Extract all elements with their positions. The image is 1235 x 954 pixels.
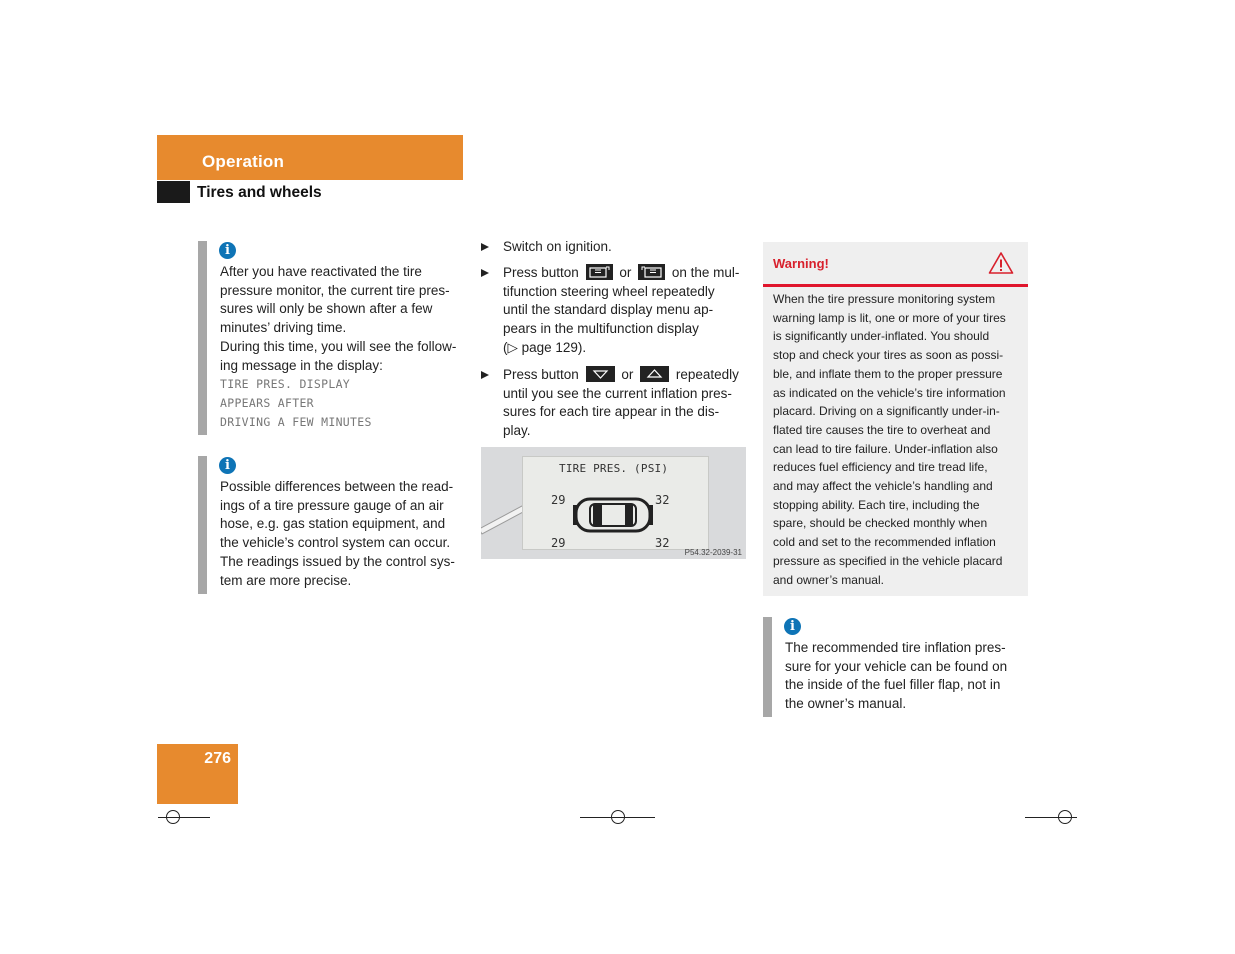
text-line: tifunction steering wheel repeatedly <box>503 283 715 299</box>
display-forward-button-icon <box>638 264 665 280</box>
crop-mark-right <box>1025 806 1077 826</box>
text-line: hose, e.g. gas station equipment, and <box>220 516 446 532</box>
rear-right-pressure: 32 <box>655 536 670 550</box>
section-title: Tires and wheels <box>197 184 322 201</box>
text-line: reduces fuel efficiency and tire tread life, <box>773 460 988 475</box>
text-line: is significantly under-inflated. You should <box>773 329 990 344</box>
lcd-title: TIRE PRES. (PSI) <box>559 462 669 475</box>
info-note-gauge-differences <box>198 456 468 594</box>
text-line: spare, should be checked monthly when <box>773 516 988 531</box>
text-line: and may affect the vehicle’s handling and <box>773 479 993 494</box>
text-line: stop and check your tires as soon as possi- <box>773 348 1004 363</box>
step-text-part: or <box>619 265 632 280</box>
crop-mark-center <box>580 806 655 826</box>
warning-box <box>763 242 1028 596</box>
page-number: 276 <box>204 750 231 767</box>
text-line: The recommended tire inflation pres- <box>785 640 1006 655</box>
front-left-pressure: 29 <box>551 493 566 507</box>
step-text-part: on the mul- <box>671 265 740 280</box>
crop-mark-left <box>158 806 210 826</box>
page-number-tab <box>157 744 238 804</box>
text-line: can lead to tire failure. Under-inflation also <box>773 441 998 456</box>
section-marker <box>157 181 190 203</box>
warning-header <box>763 242 1028 287</box>
text-line: pears in the multifunction display <box>503 321 699 337</box>
info-note-text <box>785 639 1007 714</box>
text-line: pressure as specified in the vehicle placard <box>773 553 1003 568</box>
text-line: the owner’s manual. <box>785 696 907 712</box>
text-line: placard. Driving on a significantly under-in- <box>773 404 1000 419</box>
step-text-part: or <box>621 367 634 382</box>
front-right-pressure: 32 <box>655 493 670 507</box>
info-icon: i <box>219 242 236 259</box>
rear-left-pressure: 29 <box>551 536 566 550</box>
step-text-part: repeatedly <box>675 367 739 382</box>
text-line: warning lamp is lit, one or more of your tires <box>773 310 1006 325</box>
text-line: After you have reactivated the tire <box>220 264 422 279</box>
display-message-line: TIRE PRES. DISPLAY <box>220 377 351 392</box>
info-icon: i <box>219 457 236 474</box>
tire-pressure-display-figure <box>481 447 746 559</box>
info-note-recommended-pressure <box>763 617 1033 717</box>
chapter-title: Operation <box>202 152 285 171</box>
scroll-up-button-icon <box>640 366 669 382</box>
step-text-part: Press button <box>503 367 579 382</box>
info-side-bar <box>198 456 207 594</box>
text-line: ing message in the display: <box>220 357 383 373</box>
text-line: minutes’ driving time. <box>220 320 347 336</box>
text-line: pressure monitor, the current tire pres- <box>220 282 450 298</box>
info-icon: i <box>784 618 801 635</box>
text-line: as indicated on the vehicle’s tire information <box>773 385 1006 400</box>
info-note-text <box>220 263 456 431</box>
chapter-header-bar <box>157 135 463 180</box>
display-message-line: DRIVING A FEW MINUTES <box>220 414 372 429</box>
page-reference: (▷ page 129). <box>503 339 587 355</box>
display-back-button-icon <box>586 264 613 280</box>
step-select-menu <box>481 264 751 359</box>
warning-label: Warning! <box>773 256 829 271</box>
text-line: sure for your vehicle can be found on <box>785 658 1008 674</box>
text-line: and owner’s manual. <box>773 572 884 587</box>
info-side-bar <box>198 241 207 435</box>
bullet-arrow-icon <box>481 371 489 379</box>
text-line: sures for each tire appear in the dis- <box>503 404 720 420</box>
step-text: Switch on ignition. <box>503 239 612 254</box>
figure-code: P54.32-2039-31 <box>684 548 742 557</box>
text-line: When the tire pressure monitoring system <box>773 292 996 306</box>
info-side-bar <box>763 617 772 717</box>
step-text <box>503 264 739 358</box>
step-scroll-values <box>481 366 751 442</box>
text-line: ings of a tire pressure gauge of an air <box>220 497 444 513</box>
step-text-part: Press button <box>503 265 579 280</box>
scroll-down-button-icon <box>586 366 615 382</box>
text-line: ble, and inflate them to the proper pressure <box>773 366 1003 381</box>
text-line: tem are more precise. <box>220 572 352 588</box>
text-line: the inside of the fuel filler flap, not in <box>785 677 1001 693</box>
text-line: Possible differences between the read- <box>220 479 454 494</box>
text-line: cold and set to the recommended inflation <box>773 535 996 550</box>
text-line: sures will only be shown after a few <box>220 301 433 317</box>
text-line: The readings issued by the control sys- <box>220 553 455 569</box>
text-line: play. <box>503 423 531 439</box>
text-line: the vehicle’s control system can occur. <box>220 535 451 551</box>
car-top-view-icon <box>573 495 653 535</box>
display-message-line: APPEARS AFTER <box>220 395 314 410</box>
lcd-screen <box>522 456 709 550</box>
text-line: stopping ability. Each tire, including the <box>773 497 980 512</box>
warning-triangle-icon <box>988 251 1014 275</box>
step-text <box>503 366 739 441</box>
text-line: During this time, you will see the follow- <box>220 338 457 354</box>
text-line: until you see the current inflation pres- <box>503 385 732 401</box>
text-line: flated tire causes the tire to overheat and <box>773 422 991 437</box>
text-line: until the standard display menu ap- <box>503 302 714 318</box>
info-note-text <box>220 478 455 590</box>
warning-text <box>773 290 1023 589</box>
bullet-arrow-icon <box>481 243 489 251</box>
info-note-reactivation <box>198 241 468 435</box>
bullet-arrow-icon <box>481 269 489 277</box>
